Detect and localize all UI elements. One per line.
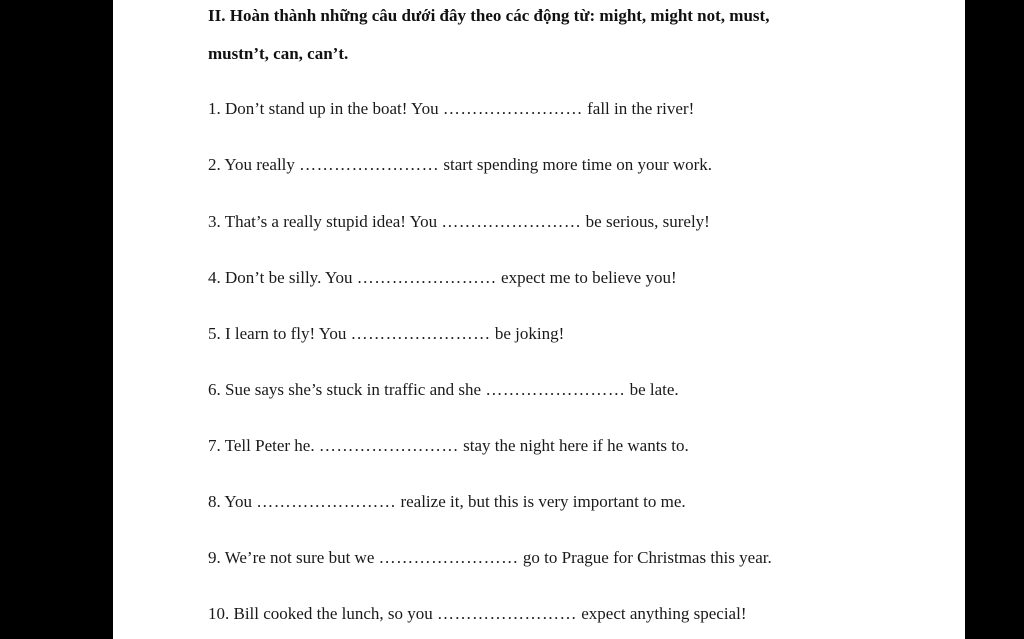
fill-in-blank: …………………… [299, 155, 440, 174]
item-text-after: stay the night here if he wants to. [458, 436, 689, 455]
item-text-after: go to Prague for Christmas this year. [518, 548, 772, 567]
exercise-heading-line-1: II. Hoàn thành những câu dưới đây theo các động từ: might, might not, must, [208, 6, 770, 25]
fill-in-blank: …………………… [318, 436, 459, 455]
fill-in-blank: …………………… [441, 212, 582, 231]
item-text-after: realize it, but this is very important to me. [396, 492, 686, 511]
item-text-before: 2. You really [208, 155, 300, 174]
item-text-before: 5. I learn to fly! You [208, 324, 351, 343]
item-text-after: start spending more time on your work. [439, 155, 713, 174]
exercise-item-8 [208, 491, 686, 513]
fill-in-blank: …………………… [356, 268, 497, 287]
item-text-before: 10. Bill cooked the lunch, so you [208, 604, 438, 623]
item-text-before: 8. You [208, 492, 257, 511]
fill-in-blank: …………………… [378, 548, 519, 567]
exercise-item-1 [208, 98, 694, 120]
exercise-heading-line-2: mustn’t, can, can’t. [208, 44, 349, 63]
exercise-item-7 [208, 435, 689, 457]
item-text-before: 4. Don’t be silly. You [208, 268, 357, 287]
item-text-before: 9. We’re not sure but we [208, 548, 379, 567]
exercise-item-9 [208, 547, 772, 569]
item-text-before: 1. Don’t stand up in the boat! You [208, 99, 443, 118]
exercise-item-10 [208, 603, 746, 625]
exercise-item-6 [208, 379, 679, 401]
fill-in-blank: …………………… [256, 492, 397, 511]
item-text-after: fall in the river! [582, 99, 695, 118]
fill-in-blank: …………………… [442, 99, 583, 118]
document-page [113, 0, 965, 639]
exercise-item-5 [208, 323, 564, 345]
fill-in-blank: …………………… [437, 604, 578, 623]
item-text-after: expect me to believe you! [496, 268, 677, 287]
exercise-item-3 [208, 211, 710, 233]
item-text-after: be late. [625, 380, 679, 399]
fill-in-blank: …………………… [485, 380, 626, 399]
item-text-after: be joking! [490, 324, 565, 343]
exercise-item-4 [208, 267, 677, 289]
item-text-before: 3. That’s a really stupid idea! You [208, 212, 442, 231]
item-text-before: 6. Sue says she’s stuck in traffic and she [208, 380, 486, 399]
exercise-item-2 [208, 154, 712, 176]
fill-in-blank: …………………… [350, 324, 491, 343]
item-text-after: be serious, surely! [581, 212, 710, 231]
item-text-after: expect anything special! [577, 604, 747, 623]
item-text-before: 7. Tell Peter he. [208, 436, 319, 455]
